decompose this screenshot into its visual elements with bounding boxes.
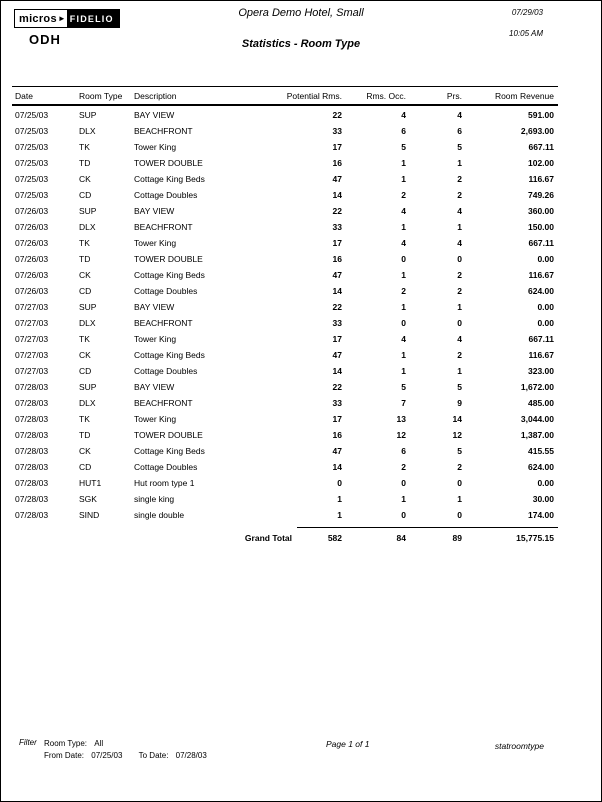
table-row	[1, 427, 601, 443]
table-row	[1, 123, 601, 139]
row-description: Tower King	[134, 142, 177, 152]
row-rms-occ: 7	[401, 398, 406, 408]
row-rms-occ: 13	[396, 414, 406, 424]
row-description: BEACHFRONT	[134, 126, 193, 136]
row-rms-occ: 0	[401, 510, 406, 520]
row-prs: 5	[457, 446, 462, 456]
row-room-revenue: 150.00	[528, 222, 554, 232]
logo-micros-text: micros	[15, 10, 57, 27]
col-header-date: Date	[15, 91, 33, 101]
grand-total-room-revenue: 15,775.15	[516, 533, 554, 543]
filter-label: Filter	[19, 738, 37, 747]
row-prs: 2	[457, 462, 462, 472]
row-potential-rms: 14	[332, 462, 342, 472]
row-room-revenue: 116.67	[528, 174, 554, 184]
row-rms-occ: 4	[401, 334, 406, 344]
row-prs: 1	[457, 302, 462, 312]
row-room-type: TK	[79, 334, 90, 344]
row-room-type: SUP	[79, 302, 97, 312]
table-row	[1, 219, 601, 235]
row-description: BAY VIEW	[134, 382, 175, 392]
table-row	[1, 187, 601, 203]
row-date: 07/28/03	[15, 510, 49, 520]
row-description: Tower King	[134, 238, 177, 248]
table-row	[1, 507, 601, 523]
row-room-type: TD	[79, 158, 91, 168]
table-row	[1, 283, 601, 299]
row-prs: 0	[457, 478, 462, 488]
row-potential-rms: 33	[332, 318, 342, 328]
row-room-revenue: 3,044.00	[520, 414, 554, 424]
row-date: 07/28/03	[15, 462, 49, 472]
row-date: 07/28/03	[15, 494, 49, 504]
table-row	[1, 379, 601, 395]
row-prs: 6	[457, 126, 462, 136]
header-top-rule	[12, 86, 558, 87]
row-prs: 1	[457, 494, 462, 504]
row-room-type: SUP	[79, 110, 97, 120]
row-date: 07/28/03	[15, 430, 49, 440]
row-date: 07/27/03	[15, 366, 49, 376]
row-room-type: TD	[79, 430, 91, 440]
table-row	[1, 331, 601, 347]
table-row	[1, 235, 601, 251]
row-prs: 4	[457, 206, 462, 216]
row-room-revenue: 0.00	[537, 478, 554, 488]
row-room-revenue: 667.11	[528, 238, 554, 248]
row-description: BAY VIEW	[134, 110, 175, 120]
row-rms-occ: 0	[401, 478, 406, 488]
row-rms-occ: 4	[401, 238, 406, 248]
row-rms-occ: 2	[401, 286, 406, 296]
row-potential-rms: 0	[337, 478, 342, 488]
row-date: 07/26/03	[15, 270, 49, 280]
row-room-revenue: 116.67	[528, 350, 554, 360]
row-description: Cottage Doubles	[134, 462, 198, 472]
row-date: 07/25/03	[15, 126, 49, 136]
row-room-type: TK	[79, 414, 90, 424]
table-row	[1, 411, 601, 427]
row-date: 07/26/03	[15, 238, 49, 248]
row-prs: 0	[457, 254, 462, 264]
table-row	[1, 267, 601, 283]
row-rms-occ: 1	[401, 494, 406, 504]
row-room-type: SIND	[79, 510, 100, 520]
grand-total-label: Grand Total	[244, 533, 292, 543]
row-potential-rms: 22	[332, 302, 342, 312]
row-prs: 9	[457, 398, 462, 408]
row-description: Cottage King Beds	[134, 350, 205, 360]
room-type-filter-value: All	[94, 739, 104, 748]
row-prs: 2	[457, 190, 462, 200]
row-room-revenue: 0.00	[537, 318, 554, 328]
row-date: 07/25/03	[15, 158, 49, 168]
row-date: 07/28/03	[15, 478, 49, 488]
row-description: BAY VIEW	[134, 206, 175, 216]
col-header-prs: Prs.	[446, 91, 462, 101]
row-rms-occ: 1	[401, 350, 406, 360]
row-potential-rms: 14	[332, 366, 342, 376]
row-date: 07/27/03	[15, 334, 49, 344]
table-row	[1, 459, 601, 475]
filter-room-type	[44, 738, 207, 750]
row-prs: 2	[457, 350, 462, 360]
row-rms-occ: 6	[401, 446, 406, 456]
row-rms-occ: 0	[401, 254, 406, 264]
row-date: 07/27/03	[15, 318, 49, 328]
row-rms-occ: 5	[401, 142, 406, 152]
print-date: 07/29/03	[511, 8, 543, 17]
row-description: TOWER DOUBLE	[134, 430, 203, 440]
row-date: 07/27/03	[15, 302, 49, 312]
row-rms-occ: 6	[401, 126, 406, 136]
row-room-type: CK	[79, 174, 91, 184]
row-prs: 0	[457, 510, 462, 520]
row-description: TOWER DOUBLE	[134, 254, 203, 264]
row-room-revenue: 102.00	[528, 158, 554, 168]
row-date: 07/28/03	[15, 414, 49, 424]
row-description: Cottage King Beds	[134, 270, 205, 280]
row-potential-rms: 47	[332, 446, 342, 456]
row-room-type: CK	[79, 270, 91, 280]
row-description: BAY VIEW	[134, 302, 175, 312]
to-date-value: 07/28/03	[175, 751, 207, 760]
header-bottom-rule	[12, 104, 558, 106]
row-room-type: HUT1	[79, 478, 102, 488]
row-date: 07/28/03	[15, 382, 49, 392]
row-potential-rms: 47	[332, 270, 342, 280]
row-room-revenue: 624.00	[528, 462, 554, 472]
row-rms-occ: 1	[401, 158, 406, 168]
row-rms-occ: 2	[401, 190, 406, 200]
logo-arrow-icon: ►	[57, 14, 66, 23]
row-date: 07/26/03	[15, 206, 49, 216]
from-date-label: From Date:	[44, 751, 85, 760]
row-description: Tower King	[134, 334, 177, 344]
row-rms-occ: 12	[396, 430, 406, 440]
row-room-revenue: 624.00	[528, 286, 554, 296]
row-potential-rms: 16	[332, 254, 342, 264]
row-room-revenue: 2,693.00	[520, 126, 554, 136]
row-rms-occ: 1	[401, 270, 406, 280]
row-room-type: TK	[79, 142, 90, 152]
row-room-type: CD	[79, 366, 92, 376]
row-potential-rms: 16	[332, 430, 342, 440]
row-description: TOWER DOUBLE	[134, 158, 203, 168]
grand-total-potential-rms: 582	[327, 533, 342, 543]
row-room-type: CK	[79, 350, 91, 360]
row-room-type: SUP	[79, 206, 97, 216]
row-description: Cottage Doubles	[134, 190, 198, 200]
row-potential-rms: 17	[332, 142, 342, 152]
row-room-revenue: 30.00	[532, 494, 554, 504]
page-number: Page 1 of 1	[326, 739, 370, 749]
row-date: 07/26/03	[15, 254, 49, 264]
room-type-filter-label: Room Type:	[44, 739, 87, 748]
row-prs: 5	[457, 382, 462, 392]
row-potential-rms: 14	[332, 190, 342, 200]
row-description: Cottage Doubles	[134, 366, 198, 376]
table-row	[1, 395, 601, 411]
row-description: BEACHFRONT	[134, 398, 193, 408]
table-row	[1, 203, 601, 219]
report-title: Statistics - Room Type	[241, 38, 361, 50]
row-room-revenue: 485.00	[528, 398, 554, 408]
row-description: Hut room type 1	[134, 478, 195, 488]
table-row	[1, 251, 601, 267]
row-potential-rms: 17	[332, 414, 342, 424]
row-potential-rms: 33	[332, 126, 342, 136]
row-date: 07/26/03	[15, 286, 49, 296]
row-prs: 2	[457, 286, 462, 296]
row-rms-occ: 1	[401, 222, 406, 232]
row-potential-rms: 22	[332, 382, 342, 392]
table-row	[1, 171, 601, 187]
hotel-name: Opera Demo Hotel, Small	[238, 7, 364, 19]
report-code: statroomtype	[494, 741, 544, 751]
row-prs: 2	[457, 270, 462, 280]
row-description: Cottage King Beds	[134, 446, 205, 456]
row-room-revenue: 415.55	[528, 446, 554, 456]
table-row	[1, 363, 601, 379]
row-date: 07/28/03	[15, 398, 49, 408]
row-room-type: CK	[79, 446, 91, 456]
row-rms-occ: 1	[401, 302, 406, 312]
logo-fidelio-text: FIDELIO	[67, 10, 119, 27]
table-row	[1, 315, 601, 331]
property-code: ODH	[29, 32, 61, 47]
row-potential-rms: 1	[337, 494, 342, 504]
row-prs: 4	[457, 334, 462, 344]
table-row	[1, 347, 601, 363]
table-row	[1, 155, 601, 171]
col-header-potential-rms: Potential Rms.	[286, 91, 342, 101]
grand-total-prs: 89	[452, 533, 462, 543]
row-rms-occ: 2	[401, 462, 406, 472]
row-rms-occ: 0	[401, 318, 406, 328]
row-prs: 2	[457, 174, 462, 184]
row-room-revenue: 0.00	[537, 254, 554, 264]
col-header-room-revenue: Room Revenue	[494, 91, 554, 101]
row-room-type: CD	[79, 286, 92, 296]
row-room-revenue: 591.00	[528, 110, 554, 120]
row-description: BEACHFRONT	[134, 318, 193, 328]
row-room-revenue: 749.26	[528, 190, 554, 200]
row-room-type: DLX	[79, 222, 96, 232]
row-room-revenue: 667.11	[528, 334, 554, 344]
row-prs: 5	[457, 142, 462, 152]
print-time: 10:05 AM	[509, 29, 543, 38]
row-date: 07/28/03	[15, 446, 49, 456]
row-potential-rms: 16	[332, 158, 342, 168]
row-room-type: DLX	[79, 318, 96, 328]
row-room-revenue: 1,672.00	[520, 382, 554, 392]
row-room-type: DLX	[79, 398, 96, 408]
row-rms-occ: 4	[401, 110, 406, 120]
row-description: Tower King	[134, 414, 177, 424]
filter-details	[44, 738, 207, 762]
row-rms-occ: 1	[401, 174, 406, 184]
row-description: single king	[134, 494, 175, 504]
row-rms-occ: 5	[401, 382, 406, 392]
row-room-type: DLX	[79, 126, 96, 136]
row-room-revenue: 0.00	[537, 302, 554, 312]
row-potential-rms: 33	[332, 222, 342, 232]
row-room-type: SUP	[79, 382, 97, 392]
from-date-value: 07/25/03	[91, 751, 123, 760]
table-header	[1, 88, 601, 104]
to-date-label: To Date:	[138, 751, 169, 760]
row-room-type: SGK	[79, 494, 97, 504]
row-description: Cottage King Beds	[134, 174, 205, 184]
grand-total-rule	[297, 527, 558, 528]
row-description: Cottage Doubles	[134, 286, 198, 296]
row-room-revenue: 360.00	[528, 206, 554, 216]
row-description: BEACHFRONT	[134, 222, 193, 232]
row-prs: 14	[452, 414, 462, 424]
row-date: 07/25/03	[15, 174, 49, 184]
table-row	[1, 443, 601, 459]
row-potential-rms: 14	[332, 286, 342, 296]
row-potential-rms: 47	[332, 350, 342, 360]
col-header-rms-occ: Rms. Occ.	[366, 91, 406, 101]
row-date: 07/25/03	[15, 110, 49, 120]
table-row	[1, 475, 601, 491]
row-room-type: CD	[79, 462, 92, 472]
row-prs: 1	[457, 366, 462, 376]
row-room-revenue: 667.11	[528, 142, 554, 152]
row-date: 07/25/03	[15, 190, 49, 200]
row-prs: 1	[457, 158, 462, 168]
row-prs: 4	[457, 110, 462, 120]
row-potential-rms: 17	[332, 334, 342, 344]
row-room-type: TD	[79, 254, 91, 264]
table-row	[1, 491, 601, 507]
row-potential-rms: 33	[332, 398, 342, 408]
row-potential-rms: 22	[332, 206, 342, 216]
row-room-revenue: 116.67	[528, 270, 554, 280]
row-room-type: TK	[79, 238, 90, 248]
row-rms-occ: 4	[401, 206, 406, 216]
row-date: 07/27/03	[15, 350, 49, 360]
col-header-room-type: Room Type	[79, 91, 123, 101]
row-date: 07/25/03	[15, 142, 49, 152]
row-room-revenue: 174.00	[528, 510, 554, 520]
row-prs: 1	[457, 222, 462, 232]
col-header-description: Description	[134, 91, 177, 101]
row-prs: 4	[457, 238, 462, 248]
row-potential-rms: 1	[337, 510, 342, 520]
filter-date-range	[44, 750, 207, 762]
table-body	[1, 107, 601, 523]
row-potential-rms: 22	[332, 110, 342, 120]
row-potential-rms: 47	[332, 174, 342, 184]
row-prs: 0	[457, 318, 462, 328]
table-row	[1, 299, 601, 315]
row-description: single double	[134, 510, 185, 520]
table-row	[1, 139, 601, 155]
grand-total-row	[1, 530, 602, 546]
row-room-revenue: 323.00	[528, 366, 554, 376]
row-room-revenue: 1,387.00	[520, 430, 554, 440]
row-potential-rms: 17	[332, 238, 342, 248]
grand-total-rms-occ: 84	[396, 533, 406, 543]
row-date: 07/26/03	[15, 222, 49, 232]
row-room-type: CD	[79, 190, 92, 200]
table-row	[1, 107, 601, 123]
row-rms-occ: 1	[401, 366, 406, 376]
row-prs: 12	[452, 430, 462, 440]
